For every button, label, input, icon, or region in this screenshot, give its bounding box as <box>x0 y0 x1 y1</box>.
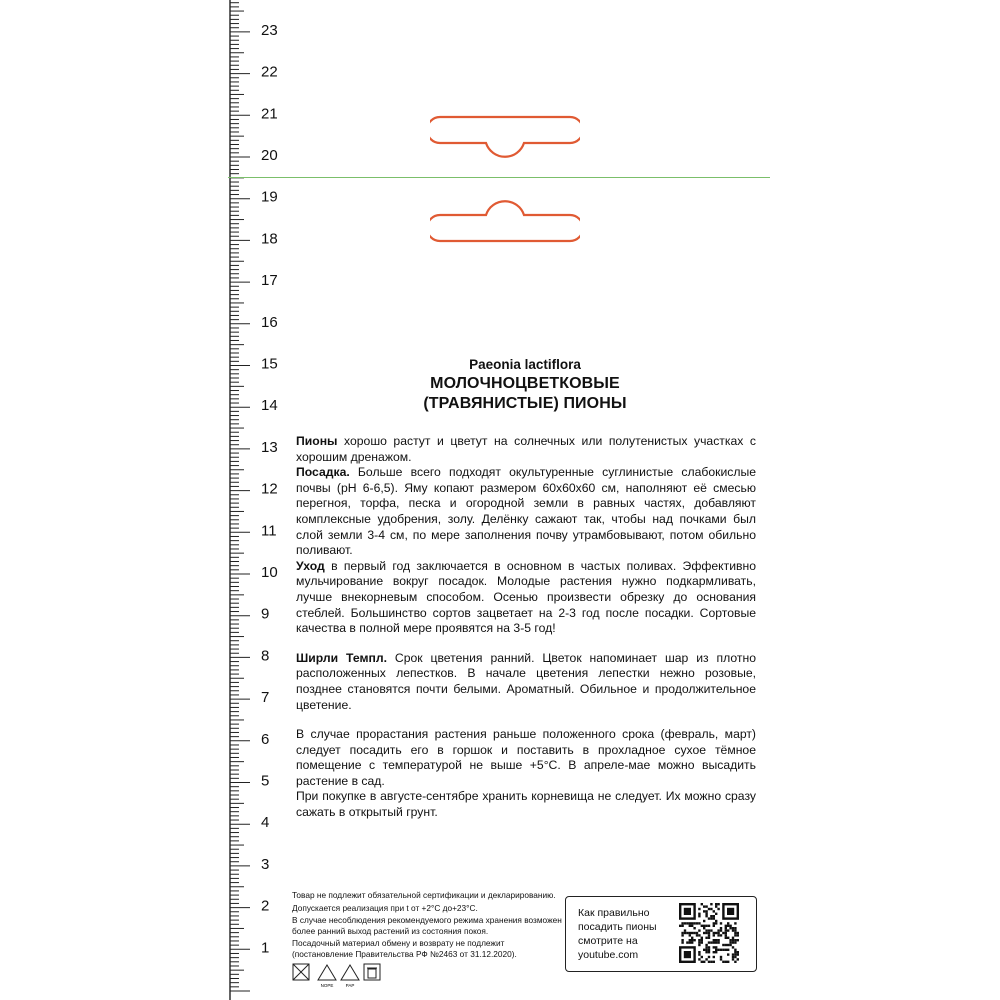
ruler-label: 17 <box>261 272 278 290</box>
product-title <box>295 374 755 414</box>
hang-hole-cutout <box>430 105 580 245</box>
legal-line: Товар не подлежит обязательной сертификации и декларированию. <box>292 890 556 900</box>
legal-notes <box>292 890 562 962</box>
ruler-label: 20 <box>261 147 278 164</box>
ruler-label: 1 <box>261 939 270 957</box>
ruler-label: 3 <box>261 855 270 873</box>
paragraph-heading: Уход <box>296 558 325 573</box>
ruler-label: 8 <box>261 647 270 665</box>
no-hazard-icon <box>293 964 309 980</box>
recycling-marks <box>292 962 402 988</box>
ruler-label: 5 <box>261 772 270 790</box>
ruler-label: 15 <box>261 355 278 373</box>
title-line-2: (ТРАВЯНИСТЫЕ) ПИОНЫ <box>423 395 627 412</box>
ruler-label: 21 <box>261 105 278 123</box>
ruler-label: 11 <box>261 522 277 540</box>
legal-line: Посадочный материал обмену и возврату не подлежит <box>292 938 505 949</box>
mark-label: NOPE <box>320 983 334 988</box>
paragraph-text: Срок цветения ранний. Цветок напоминает шар из плотно расположенных лепестков. В начале цветения лепестки нежно розовые, позднее становятся почти белыми. Ароматный. Обильное и продолжительное цветение. <box>296 650 756 712</box>
paragraph-planting <box>296 465 756 559</box>
legal-line: В случае несоблюдения рекомендуемого режима хранения возможен более ранний выход растений из состояния покоя. <box>292 915 562 936</box>
title-line-1: МОЛОЧНОЦВЕТКОВЫЕ <box>430 375 620 392</box>
ruler-scale <box>228 0 288 1000</box>
legal-line: Допускается реализация при t от +2°С до+23°С. <box>292 902 478 913</box>
mark-label: PAP <box>345 983 355 988</box>
paragraph-heading: Посадка. <box>296 465 350 480</box>
ruler-label: 18 <box>261 230 278 248</box>
paragraph-text: в первый год заключается в основном в частых поливах. Эффективно мульчирование вокруг посадок. Молодые растения нужно подкармливать, лучше внекорневым способом. Осенью произвести обрезку до основания стеблей. Большинство сортов зацветает на 2-3 год после посадки. Сортовые качества в полной мере проявятся на 3-5 год! <box>296 558 756 636</box>
paragraph-heading: Ширли Темпл. <box>296 650 387 665</box>
paragraph-peonies <box>296 434 756 465</box>
ruler-label: 2 <box>261 897 270 915</box>
ruler-label: 12 <box>261 480 278 498</box>
paragraph-variety <box>296 651 756 713</box>
ruler-label: 7 <box>261 689 270 707</box>
qr-code-icon[interactable] <box>679 903 739 963</box>
recycle-pap-icon <box>341 965 359 988</box>
trash-bin-icon <box>364 964 380 980</box>
ruler-label: 16 <box>261 313 278 331</box>
paragraph-text: Больше всего подходят окультуренные суглинистые слабокислые почвы (pH 6-6,5). Яму копают размером 60х60х60 см, наполняют её смесью перегноя, торфа, песка и огородной земли в равных частях, добавляют комплексные удобрения, золу. Делёнку сажают так, чтобы над почками был слой земли 3-4 см, по мере заполнения почву утрамбовывают, потом обильно поливают. <box>296 465 756 558</box>
ruler-label: 13 <box>261 438 278 456</box>
paragraph-care <box>296 559 756 637</box>
ruler-label: 10 <box>261 564 278 581</box>
description-text <box>296 434 756 821</box>
ruler-label: 23 <box>261 21 278 39</box>
ruler-label: 4 <box>261 814 270 832</box>
recycle-nope-icon <box>318 965 336 988</box>
video-link-box <box>565 896 757 972</box>
ruler-label: 9 <box>261 605 270 623</box>
latin-name: Paeonia lactiflora <box>469 357 581 372</box>
paragraph-storage: При покупке в августе-сентябре хранить корневища не следует. Их можно сразу сажать в открытый грунт. <box>296 789 756 820</box>
ruler-label: 6 <box>261 730 270 748</box>
ruler-label: 19 <box>261 188 278 206</box>
ruler-label: 14 <box>261 397 278 415</box>
paragraph-text: хорошо растут и цветут на солнечных или полутенистых участках с хорошим дренажом. <box>296 434 756 464</box>
ruler-label: 22 <box>261 63 278 81</box>
legal-line: (постановление Правительства РФ №2463 от 31.12.2020). <box>292 948 517 959</box>
paragraph-early-sprouting: В случае прорастания растения раньше положенного срока (февраль, март) следует посадить его в горшок и поставить в прохладное сухое тёмное помещение с температурой не выше +5°С. В апреле-мае можно высадить растение в сад. <box>296 727 756 788</box>
video-link-text: Как правильно посадить пионы смотрите на youtube.com <box>578 907 657 961</box>
paragraph-heading: Пионы <box>296 434 338 448</box>
